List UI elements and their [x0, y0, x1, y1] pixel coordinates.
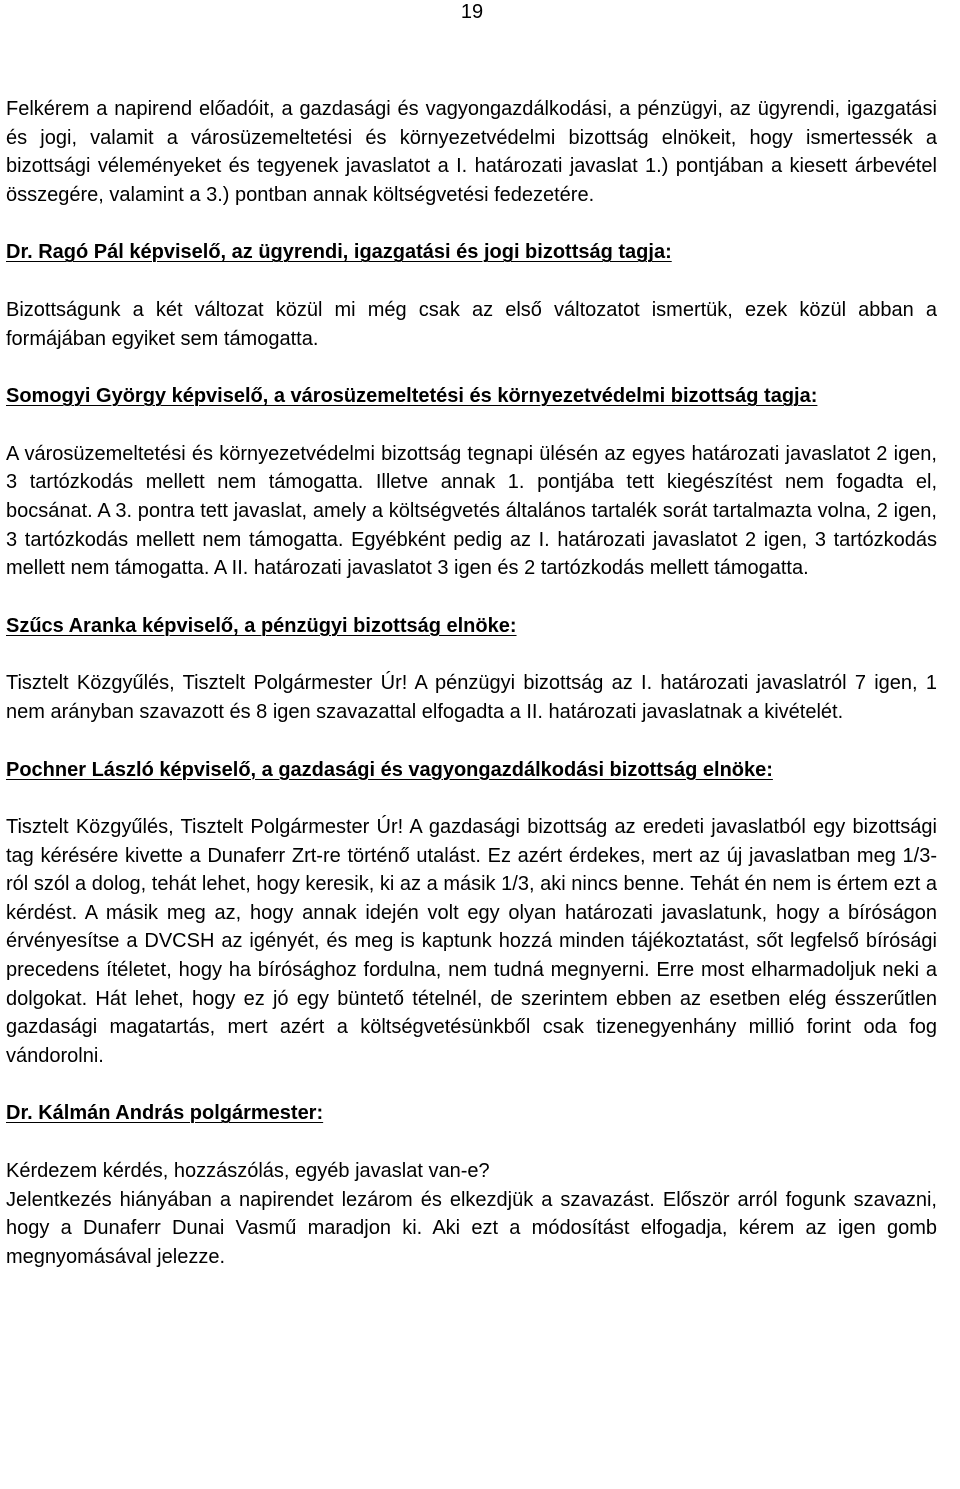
speaker-heading-rago: Dr. Ragó Pál képviselő, az ügyrendi, igazgatási és jogi bizottság tagja:	[6, 241, 672, 264]
paragraph-rago: Bizottságunk a két változat közül mi még csak az első változatot ismertük, ezek közül abban a formájában egyiket sem támogatta.	[6, 298, 937, 350]
paragraph-szucs: Tisztelt Közgyűlés, Tisztelt Polgármester Úr! A pénzügyi bizottság az I. határozati javaslatról 7 igen, 1 nem arányban szavazott és 8 igen szavazattal elfogadta a II. határozati javaslatnak a kivételét.	[6, 672, 937, 723]
paragraph-kalman: Jelentkezés hiányában a napirendet lezárom és elkezdjük a szavazást. Először arról fogunk szavazni, hogy a Dunaferr Dunai Vasmű maradjon ki. Aki ezt a módosítást elfogadja, kérem az igen gomb megnyomásával jelezze.	[6, 1188, 937, 1268]
speaker-heading-somogyi: Somogyi György képviselő, a városüzemeltetési és környezetvédelmi bizottság tagja:	[6, 385, 818, 408]
paragraph-somogyi: A városüzemeltetési és környezetvédelmi bizottság tegnapi ülésén az egyes határozati javaslatot 2 igen, 3 tartózkodás mellett nem támogatta. Illetve annak 1. pontjába tett kiegészítést nem fogadta el, bocsánat. A 3. pontra tett javaslat, amely a költségvetés általános tartalék sorát tartalmazta volna, 2 igen, 3 tartózkodás mellett nem támogatta. Egyébként pedig az I. határozati javaslatot 2 igen, 3 tartózkodás mellett nem támogatta. A II. határozati javaslatot 3 igen és 2 tartózkodás mellett támogatta.	[6, 442, 937, 580]
speaker-heading-kalman: Dr. Kálmán András polgármester:	[6, 1102, 324, 1125]
intro-paragraph: Felkérem a napirend előadóit, a gazdasági és vagyongazdálkodási, a pénzügyi, az ügyrendi, igazgatási és jogi, valamit a városüzemeltetési és környezetvédelmi bizottság elnökeit, hogy ismertessék a bizottsági véleményeket és tegyenek javaslatot a I. határozati javaslat 1.) pontjában a kiesett árbevétel összegére, valamint a 3.) pontban annak költségvetési fedezetére.	[6, 98, 937, 206]
document-body	[6, 95, 937, 1271]
question-line: Kérdezem kérdés, hozzászólás, egyéb javaslat van-e?	[6, 1160, 490, 1183]
speaker-heading-szucs: Szűcs Aranka képviselő, a pénzügyi bizottság elnöke:	[6, 614, 517, 637]
paragraph-pochner: Tisztelt Közgyűlés, Tisztelt Polgármester Úr! A gazdasági bizottság az eredeti javaslatból egy bizottsági tag kérésére kivette a Dunaferr Zrt-re történő utalást. Ez azért érdekes, mert az új javaslatban meg 1/3-ról szól a dolog, tehát lehet, hogy keresik, ki az a másik 1/3, aki nincs benne. Tehát én nem is értem ezt a kérdést. A másik meg az, hogy annak idején volt egy olyan határozati javaslatunk, hogy a bíróságon érvényesítse a DVCSH az igényét, és meg is kaptunk hozzá minden tájékoztatást, sőt legfelső bírósági precedens ítéletet, hogy ha bírósághoz fordulna, nem tudná megnyerni. Erre most elharmadoljuk neki a dolgokat. Hát lehet, hogy ez jó egy büntető tételnél, de szerintem ebben az esetben elég ésszerűtlen gazdasági magatartás, mert azért a költségvetésünkből csak tizenegyenhány millió forint oda fog vándorolni.	[6, 816, 937, 1067]
page-number: 19	[460, 1, 484, 23]
speaker-heading-pochner: Pochner László képviselő, a gazdasági és vagyongazdálkodási bizottság elnöke:	[6, 758, 773, 781]
